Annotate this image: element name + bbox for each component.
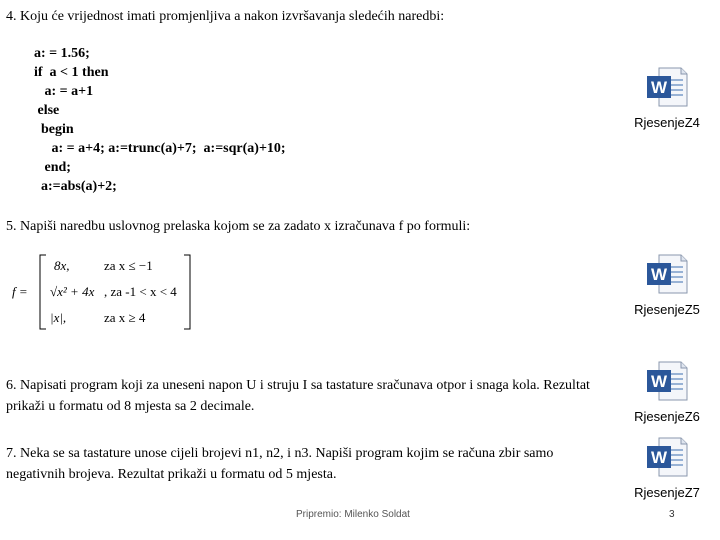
attachment-rjesenje-z4[interactable] — [627, 66, 707, 130]
attachment-rjesenje-z6[interactable] — [627, 360, 707, 424]
task-6-text: 6. Napisati program koji za uneseni napon U i struju I sa tastature sračunava otpor i snaga kola. Rezultat prikaži u formatu od 8 mjesta sa 2 decimale. — [6, 378, 590, 414]
svg-text:W: W — [650, 448, 668, 467]
code-line: end; — [34, 160, 71, 175]
code-line: else — [34, 103, 60, 118]
attachment-rjesenje-z7[interactable] — [627, 436, 707, 500]
page-number: 3 — [669, 509, 675, 520]
right-bracket-icon — [182, 254, 192, 330]
word-document-icon — [645, 360, 689, 402]
word-document-icon — [645, 66, 689, 108]
attachment-label: RjesenjeZ6 — [634, 409, 700, 424]
task-4-text: 4. Koju će vrijednost imati promjenljiva a nakon izvršavanja sledećih naredbi: — [6, 9, 445, 24]
code-line: a: = a+4; a:=trunc(a)+7; a:=sqr(a)+10; — [34, 141, 286, 156]
footer-author: Pripremio: Milenko Soldat — [296, 509, 410, 520]
svg-text:W: W — [650, 372, 668, 391]
attachment-label: RjesenjeZ5 — [634, 302, 700, 317]
code-line: begin — [34, 122, 74, 137]
formula-row-1-cond: za x ≤ −1 — [104, 258, 153, 273]
task-7-text: 7. Neka se sa tastature unose cijeli brojevi n1, n2, i n3. Napiši program kojim se računa zbir samo negativnih brojeva. Rezultat prikaži u formatu od 5 mjesta. — [6, 446, 554, 482]
attachment-label: RjesenjeZ4 — [634, 115, 700, 130]
formula-row-1-expr: 8x, — [54, 258, 70, 273]
code-line: a: = 1.56; — [34, 46, 90, 61]
formula-row-3-expr: |x|, — [50, 310, 67, 325]
svg-text:W: W — [650, 78, 668, 97]
formula-row-2-expr: √x² + 4x — [50, 284, 95, 299]
code-line: if a < 1 then — [34, 65, 109, 80]
svg-text:W: W — [650, 265, 668, 284]
attachment-label: RjesenjeZ7 — [634, 485, 700, 500]
code-line: a:=abs(a)+2; — [34, 179, 117, 194]
piecewise-formula — [10, 252, 200, 332]
task-4-code-block — [34, 44, 286, 196]
word-document-icon — [645, 436, 689, 478]
attachment-rjesenje-z5[interactable] — [627, 253, 707, 317]
left-bracket-icon — [38, 254, 48, 330]
formula-row-3-cond: za x ≥ 4 — [104, 310, 146, 325]
formula-row-2-cond: , za -1 < x < 4 — [104, 284, 177, 299]
code-line: a: = a+1 — [34, 84, 94, 99]
formula-lhs: f = — [12, 284, 28, 299]
task-5-text: 5. Napiši naredbu uslovnog prelaska kojom se za zadato x izračunava f po formuli: — [6, 219, 471, 234]
word-document-icon — [645, 253, 689, 295]
